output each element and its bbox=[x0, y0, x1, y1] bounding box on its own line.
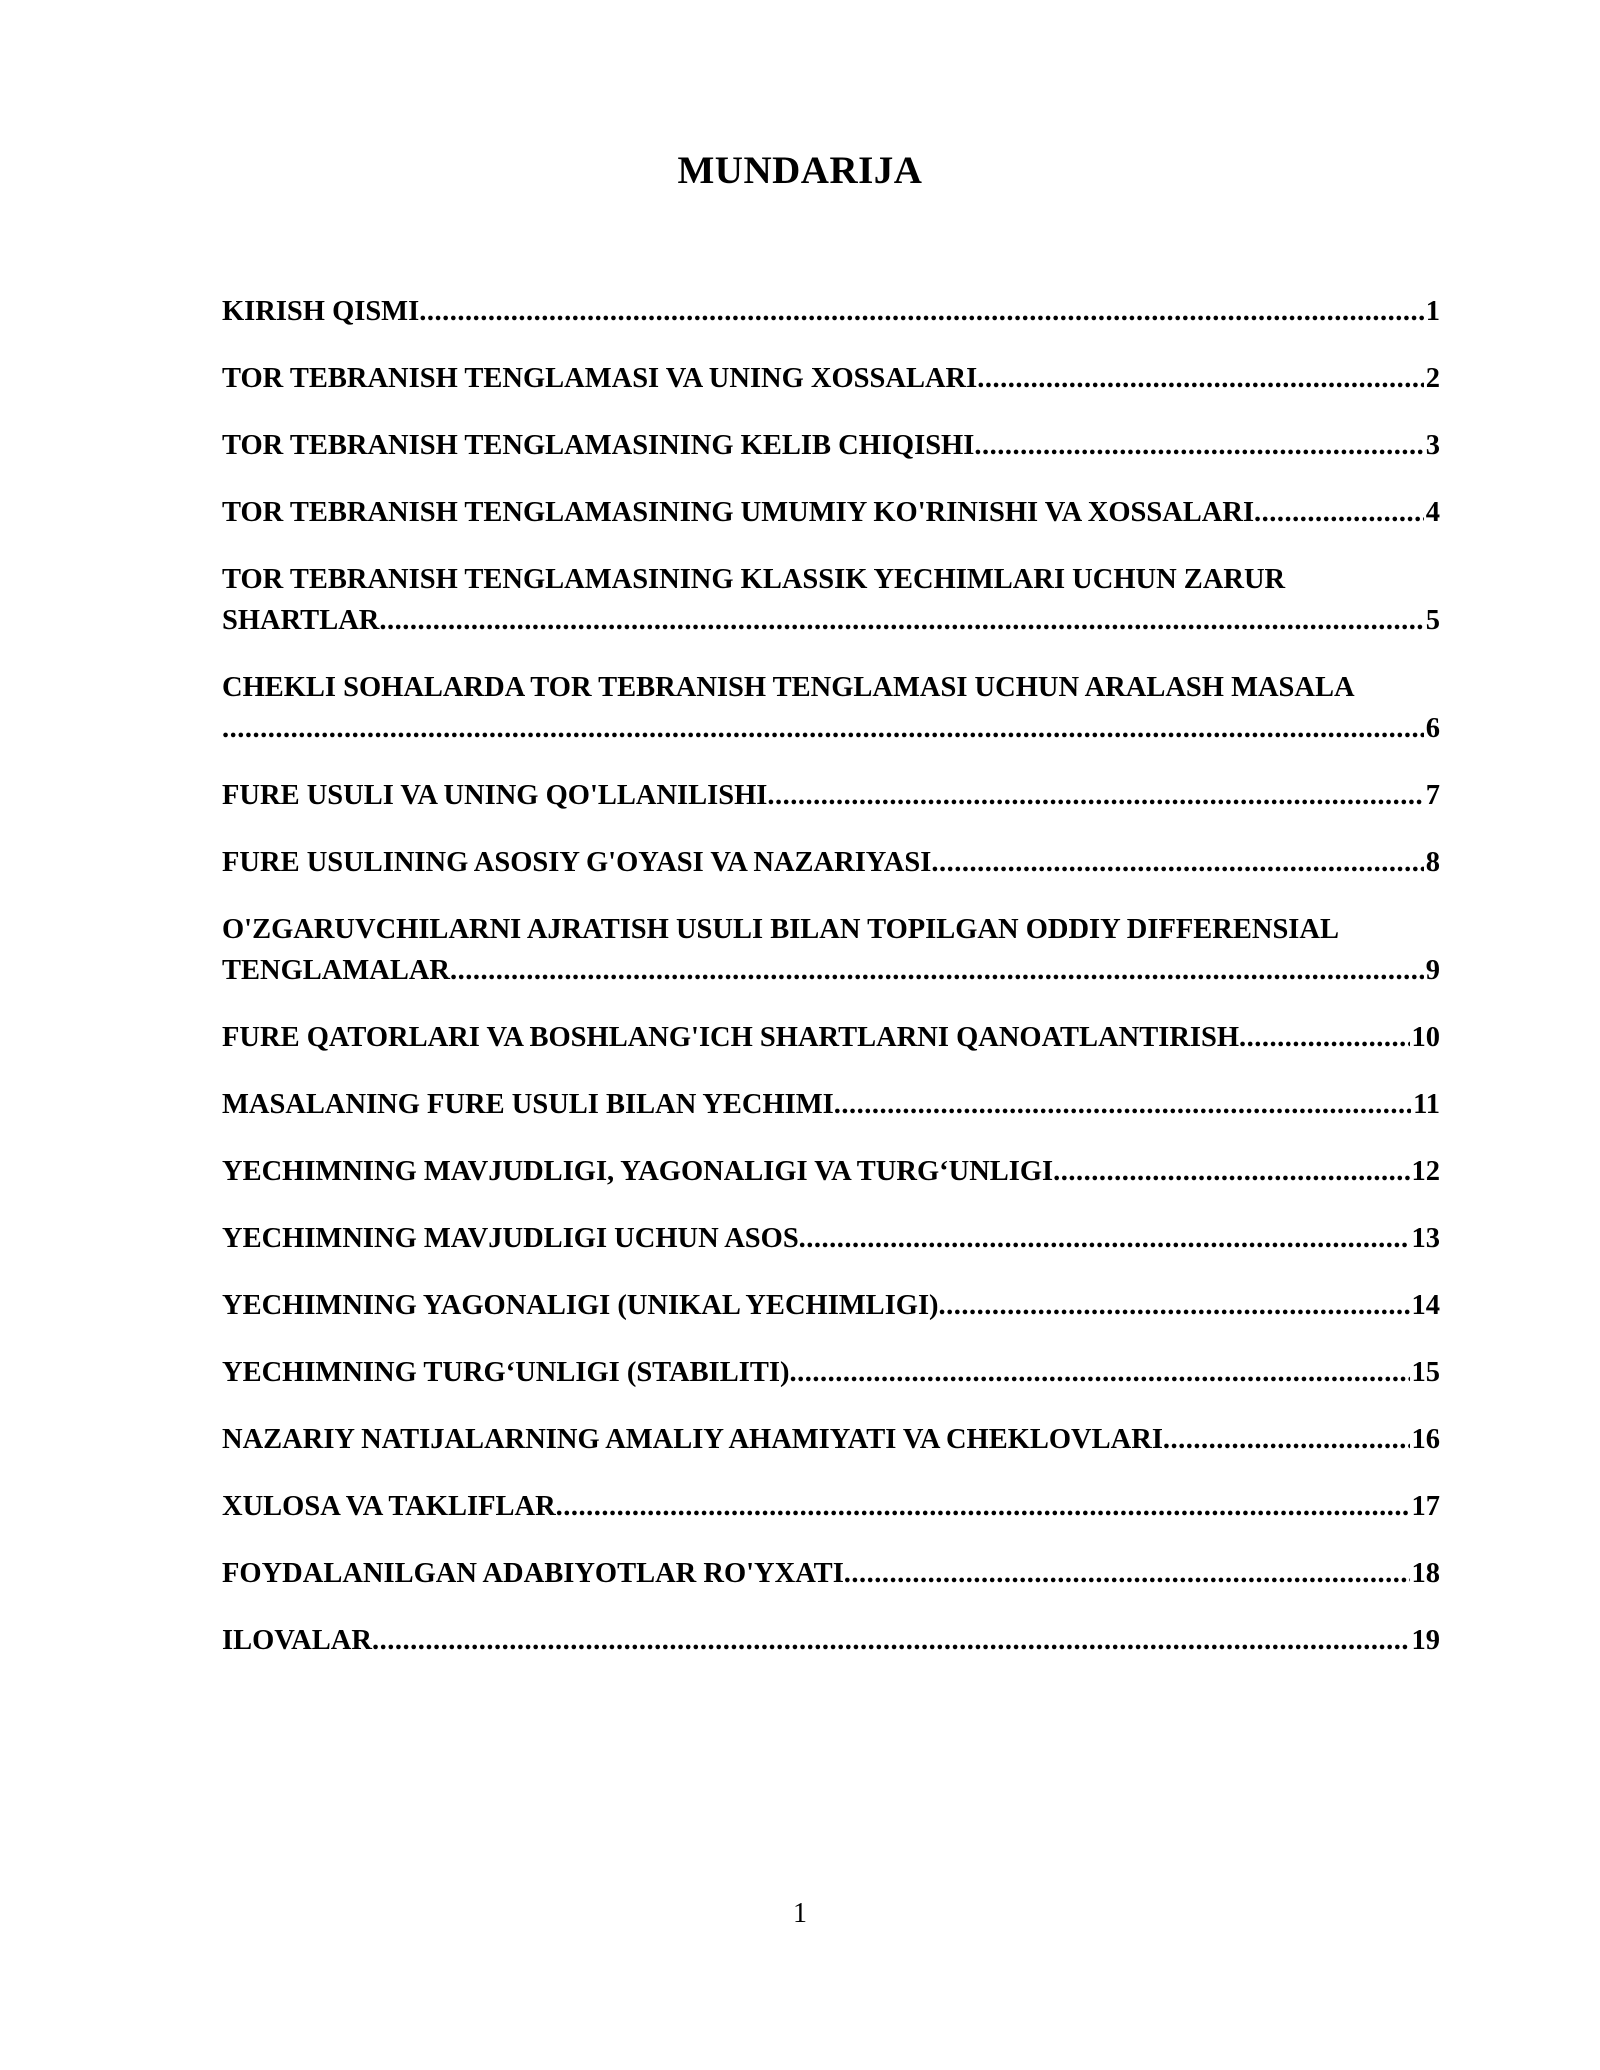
toc-dot-leader bbox=[799, 1218, 1410, 1259]
toc-dot-leader bbox=[844, 1553, 1410, 1594]
toc-entry[interactable] bbox=[222, 1553, 1440, 1594]
toc-entry-page: 14 bbox=[1411, 1290, 1440, 1321]
toc-entry-title: MASALANING FURE USULI BILAN YECHIMI bbox=[222, 1089, 834, 1120]
toc-line bbox=[222, 600, 1440, 641]
toc-line bbox=[222, 842, 1440, 883]
page-title: MUNDARIJA bbox=[677, 149, 923, 192]
toc-entry-page: 15 bbox=[1411, 1357, 1440, 1388]
toc-dot-leader bbox=[974, 425, 1423, 466]
toc-entry-page: 10 bbox=[1411, 1022, 1440, 1053]
toc-entry-title: KIRISH QISMI bbox=[222, 296, 420, 327]
toc-dot-leader bbox=[372, 1620, 1410, 1661]
toc-entry-title: TOR TEBRANISH TENGLAMASINING UMUMIY KO'RINISHI VA XOSSALARI bbox=[222, 497, 1255, 528]
toc-entry-title: FURE USULINING ASOSIY G'OYASI VA NAZARIYASI bbox=[222, 847, 932, 878]
toc-entry-page: 13 bbox=[1411, 1223, 1440, 1254]
toc-entry[interactable] bbox=[222, 775, 1440, 816]
toc-entry-title: YECHIMNING YAGONALIGI (UNIKAL YECHIMLIGI) bbox=[222, 1290, 939, 1321]
toc-entry[interactable] bbox=[222, 291, 1440, 332]
table-of-contents bbox=[222, 291, 1440, 1687]
toc-line bbox=[222, 492, 1440, 533]
toc-line bbox=[222, 1218, 1440, 1259]
toc-entry-title: XULOSA VA TAKLIFLAR bbox=[222, 1491, 556, 1522]
toc-entry[interactable] bbox=[222, 1419, 1440, 1460]
toc-entry-title: SHARTLAR bbox=[222, 605, 380, 636]
toc-dot-leader bbox=[1163, 1419, 1410, 1460]
toc-entry-title: FURE USULI VA UNING QO'LLANILISHI bbox=[222, 780, 768, 811]
toc-entry[interactable] bbox=[222, 1620, 1440, 1661]
toc-entry-page: 1 bbox=[1425, 296, 1440, 327]
toc-dot-leader bbox=[450, 950, 1424, 991]
toc-dot-leader bbox=[939, 1285, 1410, 1326]
toc-entry-title: TOR TEBRANISH TENGLAMASI VA UNING XOSSALARI bbox=[222, 363, 978, 394]
toc-dot-leader bbox=[977, 358, 1424, 399]
toc-entry-title: TENGLAMALAR bbox=[222, 955, 451, 986]
toc-line bbox=[222, 1553, 1440, 1594]
toc-entry[interactable] bbox=[222, 559, 1440, 641]
toc-entry[interactable] bbox=[222, 909, 1440, 991]
toc-dot-leader bbox=[1254, 492, 1424, 533]
toc-entry-title: FURE QATORLARI VA BOSHLANG'ICH SHARTLARNI QANOATLANTIRISH bbox=[222, 1022, 1240, 1053]
toc-dot-leader bbox=[556, 1486, 1410, 1527]
toc-line bbox=[222, 950, 1440, 991]
toc-entry[interactable] bbox=[222, 667, 1440, 749]
toc-line bbox=[222, 425, 1440, 466]
toc-dot-leader bbox=[419, 291, 1424, 332]
toc-line bbox=[222, 1419, 1440, 1460]
toc-dot-leader bbox=[834, 1084, 1411, 1125]
toc-line bbox=[222, 1084, 1440, 1125]
toc-dot-leader bbox=[1239, 1017, 1409, 1058]
toc-entry[interactable] bbox=[222, 358, 1440, 399]
toc-entry[interactable] bbox=[222, 492, 1440, 533]
toc-line bbox=[222, 1017, 1440, 1058]
toc-entry-title: TOR TEBRANISH TENGLAMASINING KELIB CHIQISHI bbox=[222, 430, 975, 461]
toc-entry-page: 19 bbox=[1411, 1625, 1440, 1656]
toc-entry-title: YECHIMNING MAVJUDLIGI UCHUN ASOS bbox=[222, 1223, 799, 1254]
toc-entry-title: FOYDALANILGAN ADABIYOTLAR RO'YXATI bbox=[222, 1558, 844, 1589]
toc-dot-leader bbox=[1053, 1151, 1409, 1192]
toc-entry-title-first-line: O'ZGARUVCHILARNI AJRATISH USULI BILAN TOPILGAN ODDIY DIFFERENSIAL bbox=[222, 914, 1339, 945]
toc-entry-page: 3 bbox=[1425, 430, 1440, 461]
toc-entry[interactable] bbox=[222, 1285, 1440, 1326]
toc-entry-page: 18 bbox=[1411, 1558, 1440, 1589]
toc-dot-leader bbox=[931, 842, 1423, 883]
toc-entry-page: 4 bbox=[1425, 497, 1440, 528]
toc-dot-leader bbox=[222, 708, 1424, 749]
toc-entry-title: ILOVALAR bbox=[222, 1625, 372, 1656]
toc-entry-page: 11 bbox=[1413, 1089, 1440, 1120]
toc-entry[interactable] bbox=[222, 1486, 1440, 1527]
toc-entry-page: 7 bbox=[1425, 780, 1440, 811]
toc-dot-leader bbox=[379, 600, 1423, 641]
toc-entry-title: YECHIMNING MAVJUDLIGI, YAGONALIGI VA TURG‘UNLIGI bbox=[222, 1156, 1054, 1187]
toc-dot-leader bbox=[767, 775, 1423, 816]
toc-entry-title: YECHIMNING TURG‘UNLIGI (STABILITI) bbox=[222, 1357, 790, 1388]
toc-entry[interactable] bbox=[222, 1084, 1440, 1125]
toc-entry-title: NAZARIY NATIJALARNING AMALIY AHAMIYATI VA CHEKLOVLARI bbox=[222, 1424, 1163, 1455]
page-number: 1 bbox=[793, 1898, 807, 1929]
toc-entry[interactable] bbox=[222, 1218, 1440, 1259]
toc-line bbox=[222, 1486, 1440, 1527]
toc-dot-leader bbox=[789, 1352, 1409, 1393]
toc-entry[interactable] bbox=[222, 1017, 1440, 1058]
toc-entry-title-first-line: CHEKLI SOHALARDA TOR TEBRANISH TENGLAMASI UCHUN ARALASH MASALA bbox=[222, 672, 1355, 703]
toc-line bbox=[222, 1151, 1440, 1192]
toc-entry-page: 16 bbox=[1411, 1424, 1440, 1455]
toc-line bbox=[222, 775, 1440, 816]
toc-entry-page: 2 bbox=[1425, 363, 1440, 394]
toc-entry-page: 5 bbox=[1425, 605, 1440, 636]
toc-entry[interactable] bbox=[222, 425, 1440, 466]
toc-entry-title-first-line: TOR TEBRANISH TENGLAMASINING KLASSIK YECHIMLARI UCHUN ZARUR bbox=[222, 564, 1286, 595]
toc-line bbox=[222, 291, 1440, 332]
toc-entry-page: 12 bbox=[1411, 1156, 1440, 1187]
toc-line bbox=[222, 708, 1440, 749]
toc-line bbox=[222, 1285, 1440, 1326]
toc-line bbox=[222, 1620, 1440, 1661]
toc-entry-page: 17 bbox=[1411, 1491, 1440, 1522]
toc-entry-page: 6 bbox=[1425, 713, 1440, 744]
toc-entry[interactable] bbox=[222, 1352, 1440, 1393]
toc-entry[interactable] bbox=[222, 842, 1440, 883]
toc-line bbox=[222, 1352, 1440, 1393]
toc-entry-page: 9 bbox=[1425, 955, 1440, 986]
toc-entry-page: 8 bbox=[1425, 847, 1440, 878]
toc-entry[interactable] bbox=[222, 1151, 1440, 1192]
toc-line bbox=[222, 358, 1440, 399]
